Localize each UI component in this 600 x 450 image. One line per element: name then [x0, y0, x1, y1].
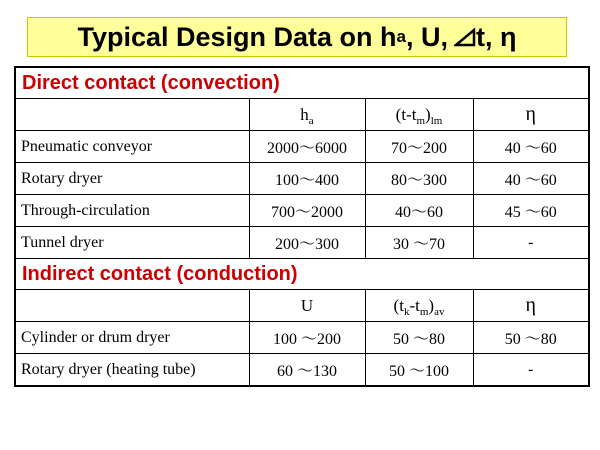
table-row — [15, 322, 589, 354]
row-name: Tunnel dryer — [15, 227, 249, 259]
cell-ha: 100～400 — [249, 163, 365, 195]
row-name: Rotary dryer — [15, 163, 249, 195]
table-row — [15, 195, 589, 227]
row-name: Rotary dryer (heating tube) — [15, 354, 249, 387]
header-row-indirect — [15, 290, 589, 322]
header-temp-lm: $(t-t_m)_{lm}$ — [365, 99, 473, 131]
delta-triangle-icon — [454, 28, 476, 47]
row-name: Through-circulation — [15, 195, 249, 227]
cell-temp: 30 ～70 — [365, 227, 473, 259]
header-eta: η — [473, 99, 589, 131]
cell-temp: 50 ～80 — [365, 322, 473, 354]
section-label-indirect: Indirect contact (conduction) — [15, 259, 589, 290]
header-u: U — [249, 290, 365, 322]
section-label-direct: Direct contact (convection) — [15, 67, 589, 99]
cell-eta: 40 ～60 — [473, 131, 589, 163]
header-eta: η — [473, 290, 589, 322]
cell-eta: 50 ～80 — [473, 322, 589, 354]
page-title: Typical Design Data on h a , U, t, η — [27, 17, 567, 57]
header-ha: $h_a$ — [249, 99, 365, 131]
header-empty-cell — [15, 99, 249, 131]
title-middle: , U, — [406, 21, 449, 52]
section-row-indirect — [15, 259, 589, 290]
header-row-direct — [15, 99, 589, 131]
cell-ha: 200～300 — [249, 227, 365, 259]
table-row — [15, 227, 589, 259]
design-data-table — [14, 66, 590, 387]
cell-eta: - — [473, 354, 589, 387]
table-row — [15, 163, 589, 195]
section-row-direct — [15, 67, 589, 99]
row-name: Pneumatic conveyor — [15, 131, 249, 163]
title-suffix: t, η — [476, 21, 517, 52]
cell-temp: 40～60 — [365, 195, 473, 227]
cell-eta: 45 ～60 — [473, 195, 589, 227]
header-temp-av: $(t_k-t_m)_{av}$ — [365, 290, 473, 322]
cell-temp: 70～200 — [365, 131, 473, 163]
cell-eta: 40 ～60 — [473, 163, 589, 195]
cell-ha: 700～2000 — [249, 195, 365, 227]
cell-ha: 2000～6000 — [249, 131, 365, 163]
header-empty-cell — [15, 290, 249, 322]
title-prefix: Typical Design Data on h — [77, 21, 397, 52]
table-row — [15, 354, 589, 387]
cell-u: 100 ～200 — [249, 322, 365, 354]
cell-temp: 50 ～100 — [365, 354, 473, 387]
cell-u: 60 ～130 — [249, 354, 365, 387]
cell-eta: - — [473, 227, 589, 259]
cell-temp: 80～300 — [365, 163, 473, 195]
table-row — [15, 131, 589, 163]
row-name: Cylinder or drum dryer — [15, 322, 249, 354]
